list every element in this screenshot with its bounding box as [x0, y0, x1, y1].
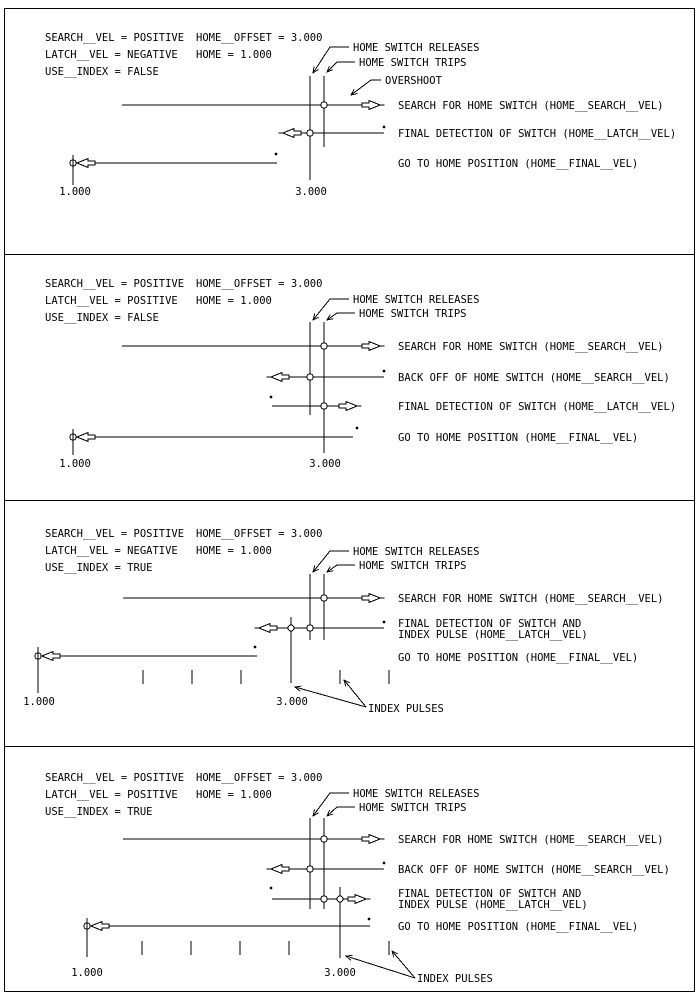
search-move	[122, 100, 664, 112]
move-label-search: SEARCH FOR HOME SWITCH (HOME__SEARCH__VEL)	[398, 341, 664, 353]
go-home-move	[70, 153, 638, 170]
param-home-offset: HOME__OFFSET = 3.000	[196, 772, 323, 784]
param-search-vel: SEARCH__VEL = POSITIVE	[45, 528, 185, 540]
arrow-right-icon	[362, 342, 385, 351]
move-label-final-detection-1: FINAL DETECTION OF SWITCH AND	[398, 618, 582, 630]
back-off-move	[267, 370, 670, 384]
param-use-index: USE__INDEX = TRUE	[45, 562, 153, 574]
start-dot	[383, 621, 386, 624]
leader-line	[313, 47, 349, 73]
callout-index-pulses	[346, 951, 493, 985]
start-dot	[270, 396, 273, 399]
final-detection-move	[279, 126, 677, 140]
offset-position-label: 3.000	[309, 458, 341, 470]
arrow-right-icon	[348, 895, 371, 904]
event-node	[321, 102, 327, 108]
move-label-search: SEARCH FOR HOME SWITCH (HOME__SEARCH__VEL)	[398, 593, 664, 605]
callout-home-switch-releases: HOME SWITCH RELEASES	[353, 42, 480, 54]
param-home: HOME = 1.000	[196, 545, 272, 557]
start-dot	[383, 370, 386, 373]
start-dot	[356, 427, 359, 430]
move-label-go-home: GO TO HOME POSITION (HOME__FINAL__VEL)	[398, 921, 639, 933]
event-node	[321, 896, 327, 902]
param-search-vel: SEARCH__VEL = POSITIVE	[45, 32, 185, 44]
callout-trips	[327, 802, 466, 816]
param-home-offset: HOME__OFFSET = 3.000	[196, 278, 323, 290]
param-use-index: USE__INDEX = FALSE	[45, 66, 159, 78]
index-ticks	[143, 670, 389, 684]
offset-position-label: 3.000	[324, 967, 356, 979]
panel-1-params	[45, 32, 322, 78]
go-home-move	[70, 427, 638, 444]
index-pulses-label: INDEX PULSES	[368, 703, 444, 715]
final-detection-move	[270, 887, 588, 911]
leader-line	[327, 62, 355, 72]
index-ticks	[142, 941, 389, 955]
event-node	[321, 595, 327, 601]
arrow-left-icon	[267, 865, 290, 874]
offset-position-label: 3.000	[295, 186, 327, 198]
go-home-move	[35, 646, 638, 664]
event-node	[307, 866, 313, 872]
move-label-search: SEARCH FOR HOME SWITCH (HOME__SEARCH__VEL)	[398, 100, 664, 112]
panel-2-params	[45, 278, 322, 324]
callout-home-switch-trips: HOME SWITCH TRIPS	[359, 560, 467, 572]
event-node	[307, 130, 313, 136]
move-label-go-home: GO TO HOME POSITION (HOME__FINAL__VEL)	[398, 158, 639, 170]
home-position-label: 1.000	[71, 967, 103, 979]
event-node	[307, 374, 313, 380]
panel-2	[45, 278, 676, 470]
callout-trips	[327, 57, 466, 72]
index-pulses-label: INDEX PULSES	[417, 973, 493, 985]
param-home: HOME = 1.000	[196, 789, 272, 801]
leader-line	[344, 680, 366, 707]
arrow-left-icon	[279, 129, 302, 138]
search-move	[122, 341, 664, 353]
move-label-search: SEARCH FOR HOME SWITCH (HOME__SEARCH__VEL)	[398, 834, 664, 846]
callout-index-pulses	[295, 680, 444, 715]
move-label-back-off: BACK OFF OF HOME SWITCH (HOME__SEARCH__VEL)	[398, 864, 670, 876]
callout-home-switch-releases: HOME SWITCH RELEASES	[353, 788, 480, 800]
panel-3	[23, 528, 663, 715]
leader-line	[327, 565, 355, 572]
param-use-index: USE__INDEX = TRUE	[45, 806, 153, 818]
param-home-offset: HOME__OFFSET = 3.000	[196, 32, 323, 44]
arrow-right-icon	[362, 594, 385, 603]
param-home-offset: HOME__OFFSET = 3.000	[196, 528, 323, 540]
panel-4	[45, 772, 670, 985]
go-home-move	[84, 918, 638, 933]
offset-position-label: 3.000	[276, 696, 308, 708]
callout-home-switch-releases: HOME SWITCH RELEASES	[353, 546, 480, 558]
move-label-go-home: GO TO HOME POSITION (HOME__FINAL__VEL)	[398, 652, 639, 664]
panel-3-params	[45, 528, 322, 574]
event-node	[321, 343, 327, 349]
home-position-label: 1.000	[59, 458, 91, 470]
callout-trips	[327, 308, 466, 320]
leader-line	[351, 80, 381, 95]
start-dot	[270, 887, 273, 890]
move-label-final-detection: FINAL DETECTION OF SWITCH (HOME__LATCH__VEL)	[398, 128, 677, 140]
callout-overshoot-label: OVERSHOOT	[385, 75, 442, 87]
home-position-label: 1.000	[23, 696, 55, 708]
move-label-final-detection-1: FINAL DETECTION OF SWITCH AND	[398, 888, 582, 900]
panel-1	[45, 32, 676, 198]
final-detection-move	[270, 396, 676, 413]
leader-line	[327, 313, 355, 320]
move-label-final-detection-2: INDEX PULSE (HOME__LATCH__VEL)	[398, 629, 588, 641]
event-node	[307, 625, 313, 631]
back-off-move	[267, 862, 670, 876]
home-position-label: 1.000	[59, 186, 91, 198]
param-search-vel: SEARCH__VEL = POSITIVE	[45, 278, 185, 290]
arrow-right-icon	[362, 101, 385, 110]
param-latch-vel: LATCH__VEL = NEGATIVE	[45, 49, 178, 61]
callout-home-switch-trips: HOME SWITCH TRIPS	[359, 57, 467, 69]
param-search-vel: SEARCH__VEL = POSITIVE	[45, 772, 185, 784]
search-move	[123, 593, 664, 605]
callout-overshoot	[351, 75, 443, 95]
start-dot	[383, 126, 386, 129]
start-dot	[368, 918, 371, 921]
param-use-index: USE__INDEX = FALSE	[45, 312, 159, 324]
event-node	[321, 836, 327, 842]
leader-line	[346, 956, 415, 978]
arrow-right-icon	[362, 835, 385, 844]
event-node	[288, 625, 294, 631]
callout-home-switch-releases: HOME SWITCH RELEASES	[353, 294, 480, 306]
arrow-right-icon	[339, 402, 362, 411]
param-latch-vel: LATCH__VEL = POSITIVE	[45, 295, 178, 307]
panel-4-params	[45, 772, 322, 818]
param-home: HOME = 1.000	[196, 49, 272, 61]
param-latch-vel: LATCH__VEL = POSITIVE	[45, 789, 178, 801]
callout-trips	[327, 560, 466, 572]
move-label-final-detection-2: INDEX PULSE (HOME__LATCH__VEL)	[398, 899, 588, 911]
event-node	[321, 403, 327, 409]
arrow-left-icon	[267, 373, 290, 382]
callout-home-switch-trips: HOME SWITCH TRIPS	[359, 308, 467, 320]
start-dot	[383, 862, 386, 865]
move-label-final-detection: FINAL DETECTION OF SWITCH (HOME__LATCH__VEL)	[398, 401, 677, 413]
callout-home-switch-trips: HOME SWITCH TRIPS	[359, 802, 467, 814]
param-home: HOME = 1.000	[196, 295, 272, 307]
arrow-left-icon	[255, 624, 278, 633]
final-detection-move	[255, 618, 588, 641]
move-label-go-home: GO TO HOME POSITION (HOME__FINAL__VEL)	[398, 432, 639, 444]
move-label-back-off: BACK OFF OF HOME SWITCH (HOME__SEARCH__VEL)	[398, 372, 670, 384]
leader-line	[327, 807, 355, 816]
start-dot	[254, 646, 257, 649]
param-latch-vel: LATCH__VEL = NEGATIVE	[45, 545, 178, 557]
search-move	[123, 834, 664, 846]
start-dot	[275, 153, 278, 156]
event-node	[337, 896, 343, 902]
